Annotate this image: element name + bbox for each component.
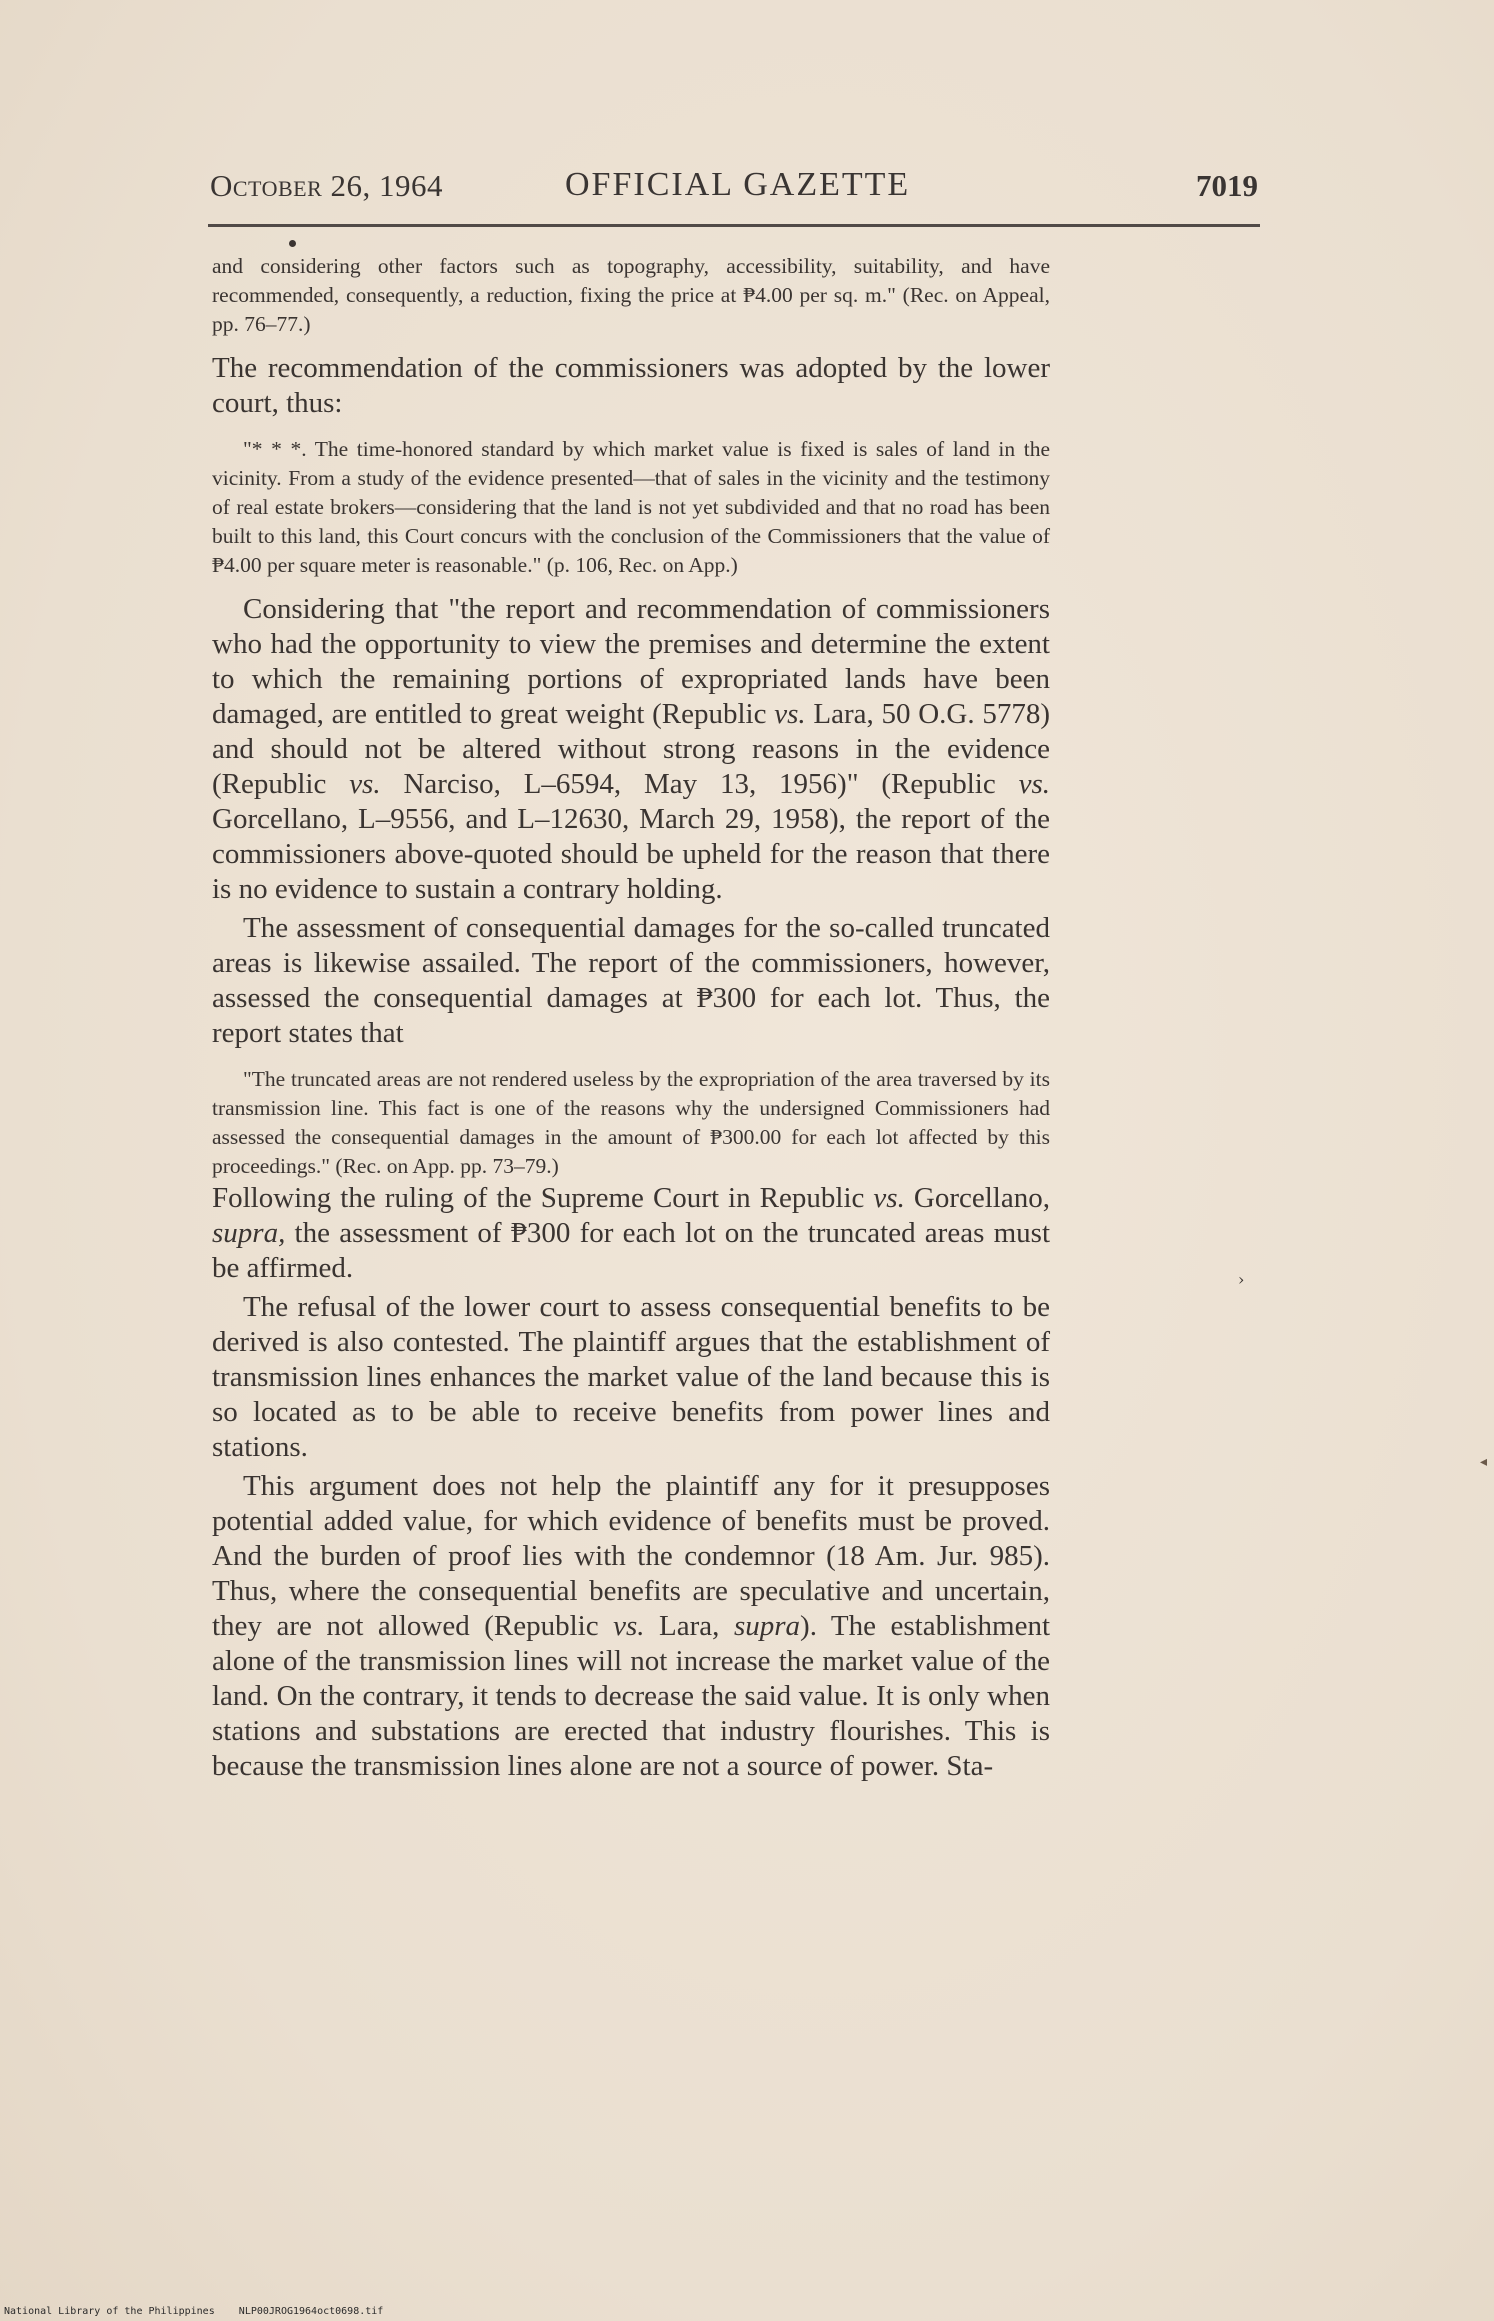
paragraph-recommendation: The recommendation of the commissioners was adopted by the lower court, thus: <box>212 352 1050 419</box>
paragraph-argument: This argument does not help the plaintiff any for it presupposes potential added value, for which evidence of benefits must be proved. And the burden of proof lies with the condemnor (18 Am. Jur. 985). Thus, where the consequential benefits are speculative and uncertain, they are not allowed (Republic vs. Lara, supra). The establishment alone of the transmission lines will not increase the market value of the land. On the contrary, it tends to decrease the said value. It is only when stations and substations are erected that industry flourishes. This is because the transmission lines alone are not a source of power. Sta- <box>212 1470 1050 1782</box>
quote-continuation: and considering other factors such as topography, accessibility, suitability, and have recommended, consequently, a reduction, fixing the price at ₱4.00 per sq. m." (Rec. on Appeal, pp. 76–77.) <box>212 254 1050 336</box>
header-rule <box>208 224 1260 227</box>
edge-mark: ◂ <box>1480 1454 1488 1470</box>
quote-court: "* * *. The time-honored standard by which market value is fixed is sales of land in the vicinity. From a study of the evidence presented—that of sales in the vicinity and the testimony of real estate brokers—considering that the land is not yet subdivided and that no road has been built to this land, this Court concurs with the conclusion of the Commissioners that the value of ₱4.00 per square meter is reasonable." (p. 106, Rec. on App.) <box>212 437 1050 577</box>
paragraph-following: Following the ruling of the Supreme Court in Republic vs. Gorcellano, supra, the assessment of ₱300 for each lot on the truncated areas must be affirmed. <box>212 1182 1050 1284</box>
paragraph-assessment: The assessment of consequential damages for the so-called truncated areas is likewise assailed. The report of the commissioners, however, assessed the consequential damages at ₱300 for each lot. Thus, the report states that <box>212 912 1050 1049</box>
margin-mark: › <box>1238 1270 1245 1289</box>
header-date: October 26, 1964 <box>210 168 444 203</box>
page-body <box>212 252 1050 1784</box>
page-header <box>210 168 1260 224</box>
paragraph-considering: Considering that "the report and recommendation of commissioners who had the opportunity to view the premises and determine the extent to which the remaining portions of expropriated lands have been damaged, are entitled to great weight (Republic vs. Lara, 50 O.G. 5778) and should not be altered without strong reasons in the evidence (Republic vs. Narciso, L–6594, May 13, 1956)" (Republic vs. Gorcellano, L–9556, and L–12630, March 29, 1958), the report of the commissioners above-quoted should be upheld for the reason that there is no evidence to sustain a contrary holding. <box>212 593 1050 905</box>
page-number: 7019 <box>1196 168 1258 203</box>
scan-footer: National Library of the Philippines NLP00JROG1964oct0698.tif <box>4 2306 384 2317</box>
quote-report: "The truncated areas are not rendered useless by the expropriation of the area traversed by its transmission line. This fact is one of the reasons why the undersigned Commissioners had assessed the consequential damages in the amount of ₱300.00 for each lot affected by this proceedings." (Rec. on App. pp. 73–79.) <box>212 1067 1050 1178</box>
paragraph-refusal: The refusal of the lower court to assess consequential benefits to be derived is also contested. The plaintiff argues that the establishment of transmission lines enhances the market value of the land because this is so located as to be able to receive benefits from power lines and stations. <box>212 1291 1050 1463</box>
header-title: OFFICIAL GAZETTE <box>565 166 911 203</box>
bullet-mark <box>289 240 296 247</box>
